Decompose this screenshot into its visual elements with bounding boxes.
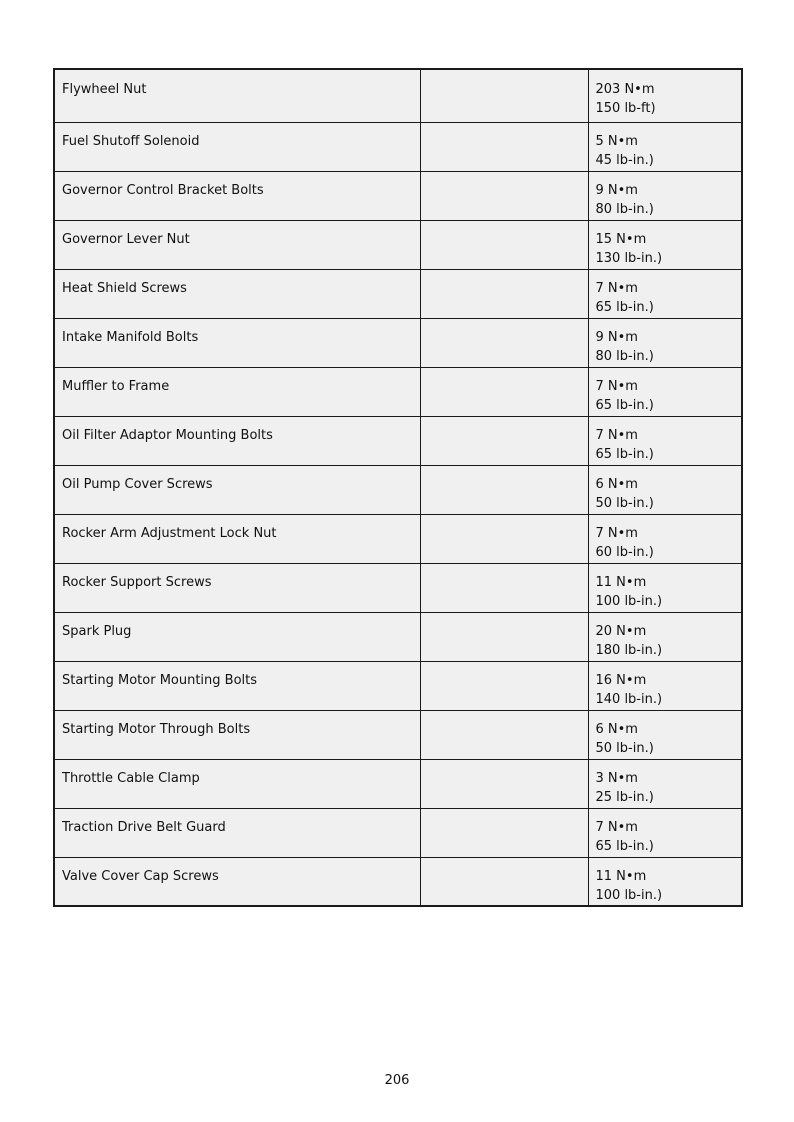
torque-metric-value: 9 N•m	[595, 182, 638, 198]
torque-value-cell	[588, 465, 742, 514]
table-row	[54, 759, 742, 808]
torque-imperial-value: 80 lb-in.)	[595, 348, 654, 364]
fastener-name-cell: Traction Drive Belt Guard	[54, 808, 420, 857]
torque-value-cell	[588, 759, 742, 808]
torque-value-cell	[588, 69, 742, 122]
blank-spec-cell	[420, 661, 588, 710]
torque-value-cell	[588, 122, 742, 171]
torque-imperial-value: 65 lb-in.)	[595, 838, 654, 854]
table-row	[54, 465, 742, 514]
table-row	[54, 514, 742, 563]
torque-metric-value: 11 N•m	[595, 574, 647, 590]
blank-spec-cell	[420, 612, 588, 661]
torque-value-cell	[588, 269, 742, 318]
blank-spec-cell	[420, 710, 588, 759]
table-row	[54, 612, 742, 661]
torque-imperial-value: 25 lb-in.)	[595, 789, 654, 805]
table-row	[54, 269, 742, 318]
torque-imperial-value: 60 lb-in.)	[595, 544, 654, 560]
blank-spec-cell	[420, 367, 588, 416]
fastener-name-cell: Spark Plug	[54, 612, 420, 661]
table-row	[54, 367, 742, 416]
fastener-name-cell: Flywheel Nut	[54, 69, 420, 122]
torque-metric-value: 7 N•m	[595, 378, 638, 394]
table-row	[54, 69, 742, 122]
fastener-name-cell: Muffler to Frame	[54, 367, 420, 416]
blank-spec-cell	[420, 269, 588, 318]
table-row	[54, 661, 742, 710]
torque-imperial-value: 100 lb-in.)	[595, 887, 663, 903]
torque-metric-value: 6 N•m	[595, 721, 638, 737]
torque-value-cell	[588, 710, 742, 759]
torque-specification-table	[53, 68, 743, 907]
table-row	[54, 318, 742, 367]
torque-imperial-value: 150 lb-ft)	[595, 101, 656, 116]
page-number: 206	[384, 1073, 410, 1088]
torque-imperial-value: 180 lb-in.)	[595, 642, 663, 658]
torque-imperial-value: 130 lb-in.)	[595, 250, 663, 266]
torque-value-cell	[588, 612, 742, 661]
torque-metric-value: 11 N•m	[595, 868, 647, 884]
blank-spec-cell	[420, 318, 588, 367]
torque-metric-value: 15 N•m	[595, 231, 647, 247]
torque-metric-value: 3 N•m	[595, 770, 638, 786]
table-row	[54, 808, 742, 857]
table-row	[54, 710, 742, 759]
fastener-name-cell: Starting Motor Through Bolts	[54, 710, 420, 759]
table-row	[54, 563, 742, 612]
table-row	[54, 857, 742, 906]
torque-table-body	[54, 69, 742, 906]
torque-imperial-value: 50 lb-in.)	[595, 740, 654, 756]
torque-value-cell	[588, 416, 742, 465]
table-row	[54, 416, 742, 465]
blank-spec-cell	[420, 69, 588, 122]
torque-imperial-value: 65 lb-in.)	[595, 446, 654, 462]
torque-value-cell	[588, 220, 742, 269]
fastener-name-cell: Heat Shield Screws	[54, 269, 420, 318]
torque-value-cell	[588, 857, 742, 906]
torque-value-cell	[588, 808, 742, 857]
torque-metric-value: 7 N•m	[595, 525, 638, 541]
fastener-name-cell: Valve Cover Cap Screws	[54, 857, 420, 906]
fastener-name-cell: Oil Filter Adaptor Mounting Bolts	[54, 416, 420, 465]
fastener-name-cell: Governor Control Bracket Bolts	[54, 171, 420, 220]
torque-value-cell	[588, 514, 742, 563]
torque-imperial-value: 65 lb-in.)	[595, 397, 654, 413]
torque-value-cell	[588, 367, 742, 416]
blank-spec-cell	[420, 857, 588, 906]
blank-spec-cell	[420, 171, 588, 220]
torque-metric-value: 9 N•m	[595, 329, 638, 345]
torque-metric-value: 7 N•m	[595, 819, 638, 835]
torque-value-cell	[588, 171, 742, 220]
fastener-name-cell: Rocker Arm Adjustment Lock Nut	[54, 514, 420, 563]
torque-metric-value: 7 N•m	[595, 427, 638, 443]
blank-spec-cell	[420, 122, 588, 171]
torque-value-cell	[588, 318, 742, 367]
fastener-name-cell: Starting Motor Mounting Bolts	[54, 661, 420, 710]
blank-spec-cell	[420, 759, 588, 808]
blank-spec-cell	[420, 808, 588, 857]
table-row	[54, 220, 742, 269]
torque-metric-value: 20 N•m	[595, 623, 647, 639]
torque-value-cell	[588, 661, 742, 710]
torque-imperial-value: 45 lb-in.)	[595, 152, 654, 168]
fastener-name-cell: Intake Manifold Bolts	[54, 318, 420, 367]
blank-spec-cell	[420, 416, 588, 465]
torque-imperial-value: 65 lb-in.)	[595, 299, 654, 315]
table-row	[54, 171, 742, 220]
fastener-name-cell: Throttle Cable Clamp	[54, 759, 420, 808]
torque-metric-value: 7 N•m	[595, 280, 638, 296]
blank-spec-cell	[420, 514, 588, 563]
blank-spec-cell	[420, 563, 588, 612]
blank-spec-cell	[420, 465, 588, 514]
torque-metric-value: 6 N•m	[595, 476, 638, 492]
fastener-name-cell: Governor Lever Nut	[54, 220, 420, 269]
torque-metric-value: 16 N•m	[595, 672, 647, 688]
torque-value-cell	[588, 563, 742, 612]
torque-imperial-value: 100 lb-in.)	[595, 593, 663, 609]
torque-imperial-value: 140 lb-in.)	[595, 691, 663, 707]
blank-spec-cell	[420, 220, 588, 269]
torque-metric-value: 203 N•m	[595, 82, 655, 97]
torque-imperial-value: 50 lb-in.)	[595, 495, 654, 511]
fastener-name-cell: Rocker Support Screws	[54, 563, 420, 612]
fastener-name-cell: Oil Pump Cover Screws	[54, 465, 420, 514]
table-row	[54, 122, 742, 171]
torque-imperial-value: 80 lb-in.)	[595, 201, 654, 217]
torque-metric-value: 5 N•m	[595, 133, 638, 149]
fastener-name-cell: Fuel Shutoff Solenoid	[54, 122, 420, 171]
